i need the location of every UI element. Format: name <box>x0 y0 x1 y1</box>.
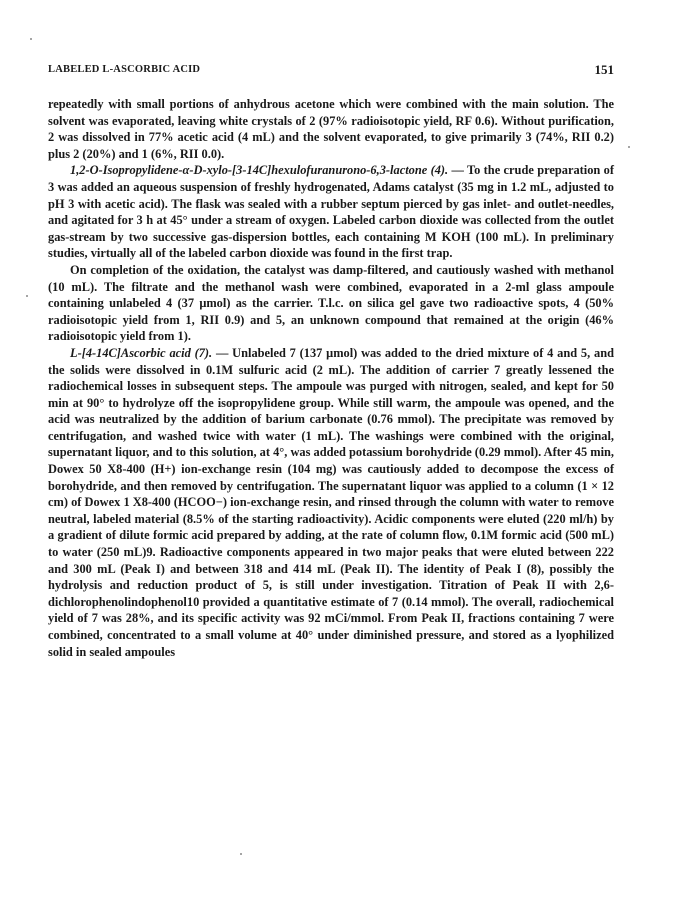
paragraph-3-text: On completion of the oxidation, the catalyst was damp-filtered, and cautiously washed with methanol (10 mL). The filtrate and the methanol wash were combined, evaporated in a 2-ml glass ampoule containing unlabeled 4 (37 μmol) as the carrier. T.l.c. on silica gel gave two radioactive spots, 4 (50% radioisotopic yield from 1, RII 0.9) and 5, an unknown compound that remained at the origin (46% radioisotopic yield from 1). <box>48 262 614 344</box>
section-title-lactone: 1,2-O-Isopropylidene-α-D-xylo-[3-14C]hexulofuranurono-6,3-lactone (4). <box>70 163 449 178</box>
running-title: LABELED L-ASCORBIC ACID <box>48 64 201 75</box>
page-number: 151 <box>594 62 614 77</box>
paragraph-4-text: — Unlabeled 7 (137 μmol) was added to the dried mixture of 4 and 5, and the solids were dissolved in 0.1M sulfuric acid (2 mL). The addition of carrier 7 greatly lessened the radiochemical losses in subsequent steps. The ampoule was purged with nitrogen, sealed, and kept for 50 min at 90° to hydrolyze off the isopropylidene group. While still warm, the ampoule was opened, and the acid was neutralized by the addition of barium carbonate (0.76 mmol). The precipitate was removed by centrifugation, and washed twice with water (1 mL). The washings were combined with the original, supernatant liquor, and to this solution, at 4°, was added potassium borohydride (0.29 mmol). After 45 min, Dowex 50 X8-400 (H+) ion-exchange resin (104 mg) was cautiously added to decompose the excess of borohydride, and then removed by centrifugation. The supernatant liquor was applied to a column (1 × 12 cm) of Dowex 1 X8-400 (HCOO−) ion-exchange resin, and rinsed through the column with water to remove neutral, labeled material (8.5% of the starting radioactivity). Acidic components were eluted (220 ml/h) by a gradient of dilute formic acid prepared by adding, at the rate of column flow, 0.1M formic acid (500 mL) to water (250 mL)9. Radioactive components appeared in two major peaks that were eluted between 222 and 300 mL (Peak I) and between 318 and 414 mL (Peak II). The identity of Peak I (8), possibly the hydrolysis and reduction product of 5, is still under investigation. Titration of Peak II with 2,6-dichlorophenolindophenol10 provided a quantitative estimate of 7 (0.14 mmol). The overall, radiochemical yield of 7 was 28%, and its specific activity was 92 mCi/mmol. From Peak II, fractions containing 7 were combined, concentrated to a small volume at 40° under diminished pressure, and stored as a lyophilized solid in sealed ampoules <box>48 345 614 659</box>
section-title-ascorbic-acid: L-[4-14C]Ascorbic acid (7). <box>70 345 213 360</box>
scan-speck <box>30 38 32 40</box>
page-header <box>48 64 614 80</box>
paragraph-2-text: — To the crude preparation of 3 was added an aqueous suspension of freshly hydrogenated, Adams catalyst (35 mg in 1.2 mL, adjusted to pH 3 with acetic acid). The flask was sealed with a rubber septum pierced by gas inlet- and outlet-needles, and agitated for 3 h at 45° under a stream of oxygen. Labeled carbon dioxide was collected from the outlet gas-stream by two successive gas-dispersion bottles, each containing M KOH (100 mL). In preliminary studies, virtually all of the labeled carbon dioxide was found in the first trap. <box>48 163 614 261</box>
scan-speck <box>240 853 242 855</box>
paragraph-1-text: repeatedly with small portions of anhydrous acetone which were combined with the main solution. The solvent was evaporated, leaving white crystals of 2 (97% radioisotopic yield, RF 0.6). Without purification, 2 was dissolved in 77% acetic acid (4 mL) and the solvent evaporated, to give primarily 3 (74%, RII 0.2) plus 2 (20%) and 1 (6%, RII 0.0). <box>48 97 614 161</box>
paragraph-1 <box>48 96 614 162</box>
paragraph-2 <box>48 162 614 262</box>
article-body <box>48 96 614 660</box>
paragraph-3 <box>48 262 614 345</box>
scan-speck <box>26 295 28 297</box>
paragraph-4 <box>48 345 614 660</box>
scan-speck <box>628 146 630 148</box>
